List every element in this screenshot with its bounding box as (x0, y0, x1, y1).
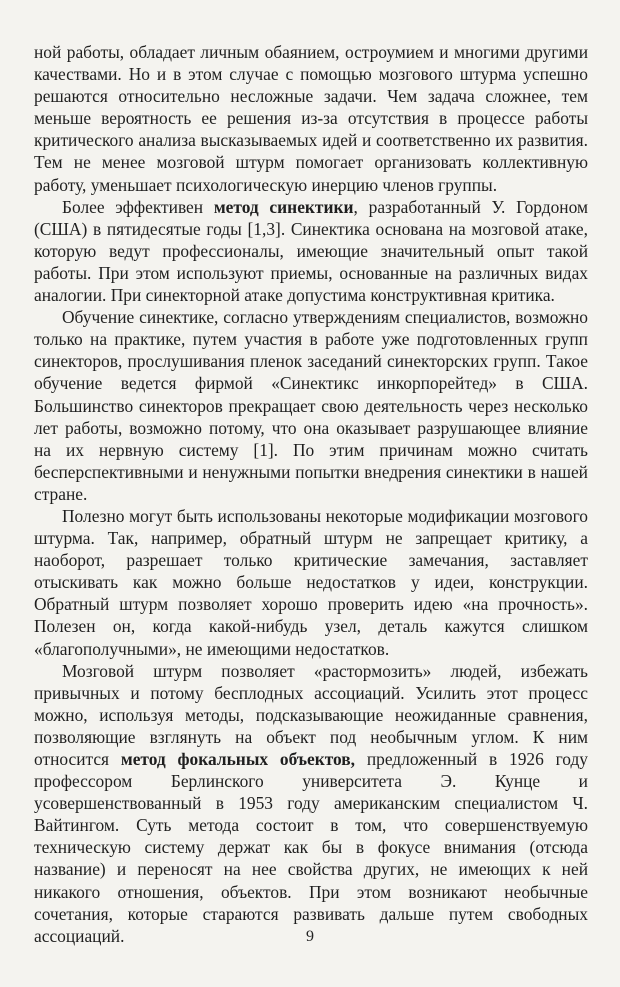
paragraph-1 (34, 41, 588, 196)
text-run: , разработанный У. Гордоном (США) в пятидесятые годы [1,3]. Синектика основана на мозговой атаке, которую ведут профессионалы, имеющие значительный опыт такой работы. При этом используют приемы, основанные на различных видах аналогии. При синекторной атаке допустима конструктивная критика. (34, 196, 588, 306)
bold-term: метод фокальных объектов, (120, 749, 356, 769)
page-number: 9 (306, 928, 314, 945)
text-run: предложенный в 1926 году профессором Берлинского университета Э. Кунце и усовершенствованный в 1953 году американским специалистом Ч. Вайтингом. Суть метода состоит в том, что совершенствуемую техническую систему держат как бы в фокусе внимания (отсюда название) и переносят на нее свойства других, не имеющих к ней никакого отношения, объектов. При этом возникают необычные сочетания, которые стараются развивать дальше путем свободных ассоциаций. (34, 749, 588, 946)
text-run: Полезно могут быть использованы некоторые модификации мозгового штурма. Так, например, обратный штурм не запрещает критику, а наоборот, разрешает только критические замечания, заставляет отыскивать как можно больше недостатков у идеи, конструкции. Обратный штурм позволяет хорошо проверить идею «на прочность». Полезен он, когда какой-нибудь узел, деталь кажутся слишком «благополучными», не имеющими недостатков. (34, 505, 588, 659)
paragraph-3 (34, 306, 588, 505)
paragraph-4 (34, 505, 588, 660)
text-run: Более эффективен (62, 196, 214, 217)
paragraph-5 (34, 660, 588, 947)
text-run: ной работы, обладает личным обаянием, остроумием и многими другими качествами. Но и в этом случае с помощью мозгового штурма успешно решаются относительно несложные задачи. Чем задача сложнее, тем меньше вероятность ее решения из-за отсутствия в процессе работы критического анализа высказываемых идей и соответственно их развития. Тем не менее мозговой штурм помогает организовать коллективную работу, уменьшает психологическую инерцию членов группы. (34, 42, 588, 195)
body-text (34, 41, 588, 947)
bold-term: метод синектики (213, 196, 354, 217)
text-run: Обучение синектике, согласно утверждениям специалистов, возможно только на практике, путем участия в работе уже подготовленных групп синекторов, прослушивания пленок заседаний синекторских групп. Такое обучение ведется фирмой «Синектикс инкорпорейтед» в США. Большинство синекторов прекращает свою деятельность через несколько лет работы, возможно потому, что она оказывает разрушающее влияние на их нервную систему [1]. По этим причинам можно считать бесперспективными и ненужными попытки внедрения синектики в нашей стране. (34, 307, 588, 504)
text-run: Мозговой штурм позволяет «растормозить» людей, избежать привычных и потому бесплодных ассоциаций. Усилить этот процесс можно, используя методы, подсказывающие неожиданные сравнения, позволяющие взглянуть на объект под необычным углом. К ним относится (34, 660, 588, 769)
paragraph-2 (34, 196, 588, 306)
